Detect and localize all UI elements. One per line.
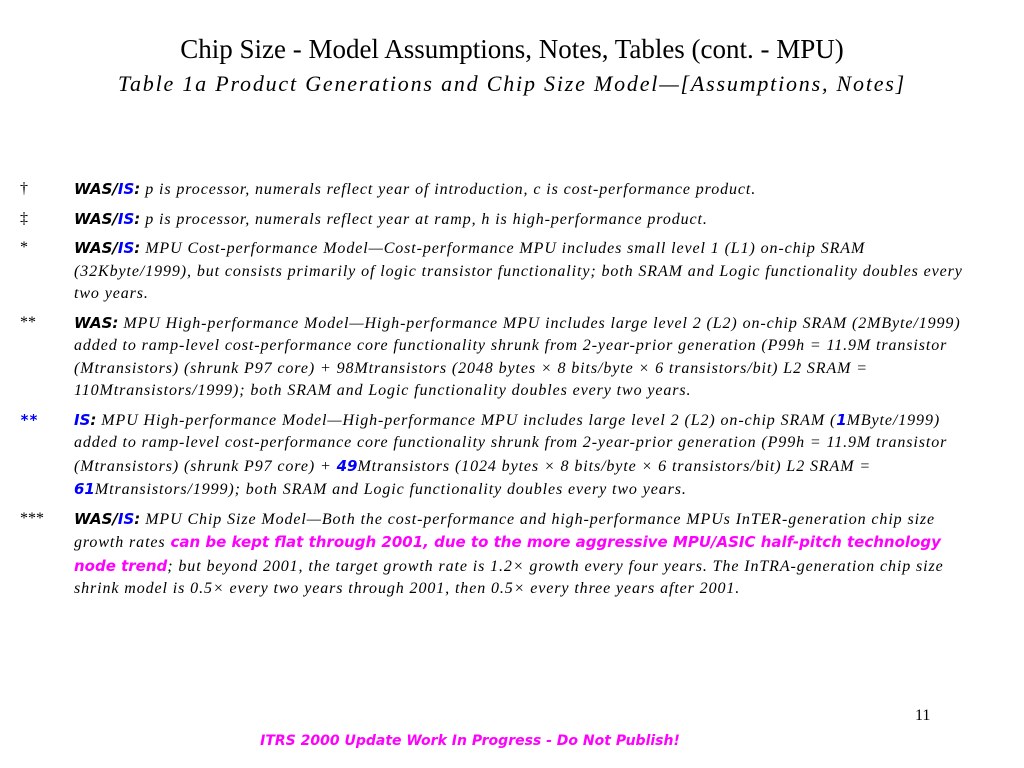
was-label: WAS: xyxy=(74,313,119,332)
updated-value: 61 xyxy=(74,480,95,498)
note-high-performance-was xyxy=(20,312,985,403)
is-label: IS: xyxy=(74,410,97,429)
table-subtitle: Table 1a Product Generations and Chip Size Model—[Assumptions, Notes] xyxy=(117,71,907,96)
note-cost-performance xyxy=(20,237,985,306)
note-marker: † xyxy=(20,180,28,197)
updated-value: 1 xyxy=(836,410,847,429)
note-text: MPU Cost-performance Model—Cost-performance MPU includes small level 1 (L1) on-chip SRAM (32Kbyte/1999), but consists primarily of logic transistor functionality; both SRAM and Logic functionality doubles every two years. xyxy=(74,240,963,302)
note-text: MPU High-performance Model—High-performance MPU includes large level 2 (L2) on-chip SRAM (2MByte/1999) added to ramp-level cost-performance core functionality shrunk from 2-year-prior generation (P99h = 11.9M transistor (Mtransistors) (shrunk P97 core) + 98Mtransistors (2048 bytes × 8 bits/byte × 6 transistors/bit) L2 SRAM = 110Mtransistors/1999); both SRAM and Logic functionality doubles every two years. xyxy=(74,314,961,399)
note-high-performance-is xyxy=(20,409,985,502)
note-text: MPU Chip Size Model—Both the cost-performance and high-performance MPUs InTER-generation chip size growth rates can be kept flat through 2001, due to the more aggressive MPU/ASIC half-pitch technology node trend; but beyond 2001, the target growth rate is 1.2× growth every four years. The InTRA-generation chip size shrink model is 0.5× every two years through 2001, then 0.5× every three years after 2001. xyxy=(74,510,944,597)
note-chip-size-model xyxy=(20,508,985,601)
note-text: MPU High-performance Model—High-performance MPU includes large level 2 (L2) on-chip SRAM (1MByte/1999) added to ramp-level cost-performance core functionality shrunk from 2-year-prior generation (P99h = 11.9M transistor (Mtransistors) (shrunk P97 core) + 49Mtransistors (1024 bytes × 8 bits/byte × 6 transistors/bit) L2 SRAM = 61Mtransistors/1999); both SRAM and Logic functionality doubles every two years. xyxy=(74,410,948,498)
note-marker: ‡ xyxy=(20,209,28,227)
was-is-label: WAS/IS: xyxy=(74,180,141,198)
note-marker: ** xyxy=(20,410,39,429)
note-text: p is processor, numerals reflect year at ramp, h is high-performance product. xyxy=(145,210,708,228)
note-marker: * xyxy=(20,239,28,256)
note-dagger xyxy=(20,178,985,202)
note-marker: ** xyxy=(20,313,36,331)
notes-list xyxy=(20,178,985,607)
was-is-label: WAS/IS: xyxy=(74,509,141,528)
note-double-dagger xyxy=(20,208,985,232)
note-marker: *** xyxy=(20,509,44,527)
was-is-label: WAS/IS: xyxy=(74,239,141,257)
highlighted-text: can be kept flat through 2001, due to the more aggressive MPU/ASIC half-pitch technology node trend xyxy=(74,533,941,575)
page-number: 11 xyxy=(915,707,931,724)
was-is-label: WAS/IS: xyxy=(74,209,141,228)
updated-value: 49 xyxy=(336,456,358,475)
page-title: Chip Size - Model Assumptions, Notes, Tables (cont. - MPU) xyxy=(180,34,844,64)
note-text: p is processor, numerals reflect year of introduction, c is cost-performance product. xyxy=(145,181,757,198)
footer-notice: ITRS 2000 Update Work In Progress - Do Not Publish! xyxy=(260,733,680,749)
